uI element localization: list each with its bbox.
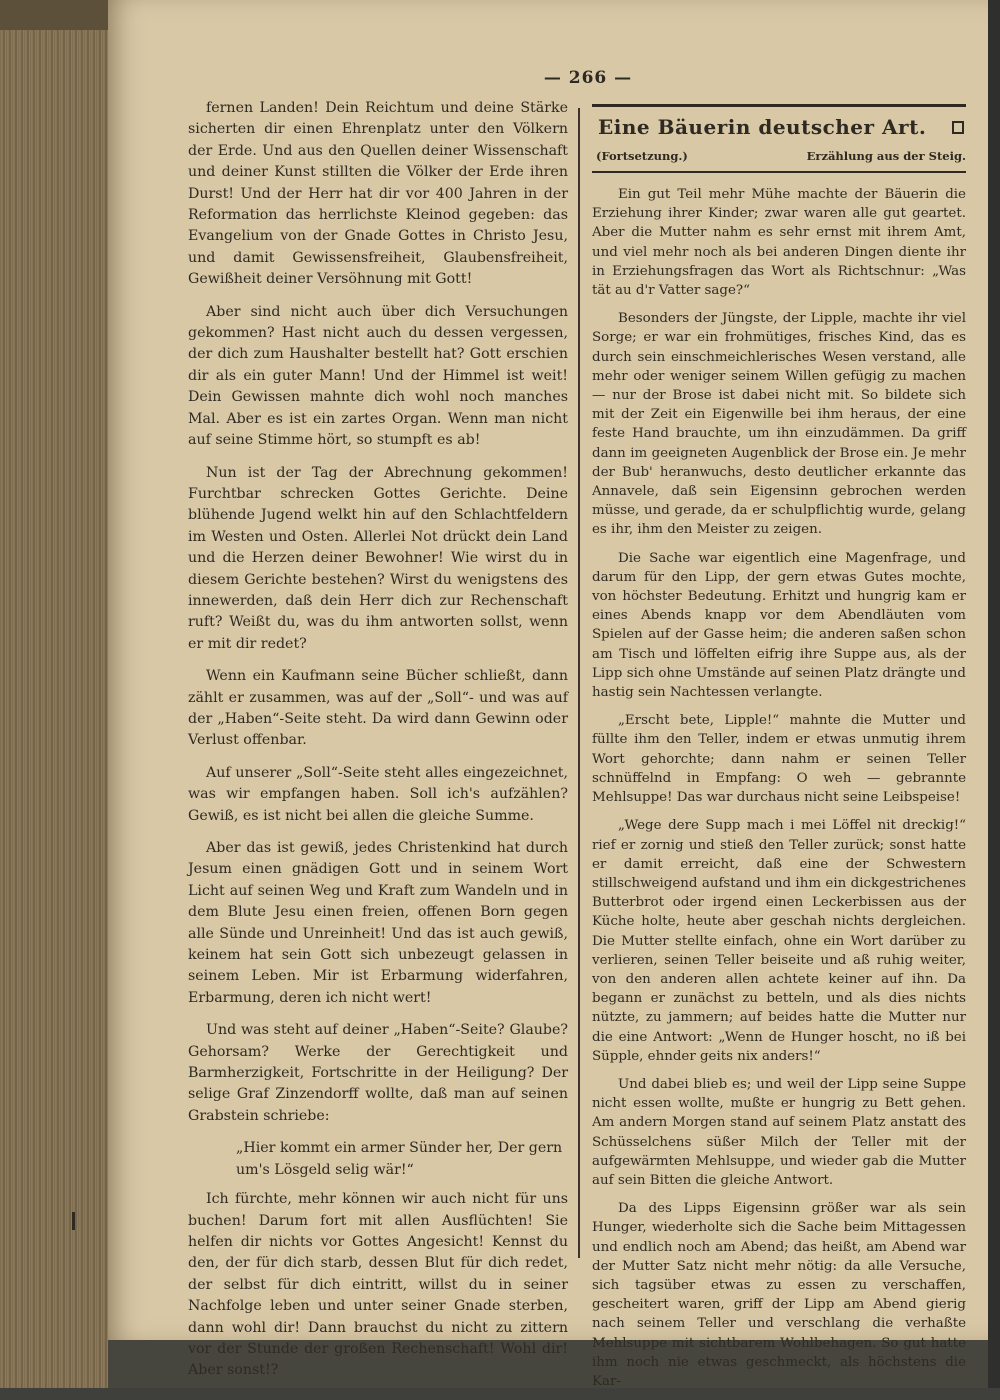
paragraph: Besonders der Jüngste, der Lipple, machte ihr viel Sorge; er war ein frohmütiges, frisches Kind, das es durch sein einschmeichlerisches Wesen verstand, alle mehr oder weniger seinem Willen gefügig zu machen — nur der Brose ist dabei nicht mit. So bildete sich mit der Zeit ein Eigenwille bei ihm heraus, der eine feste Hand brauchte, um ihn einzudämmen. Da griff dann im geeigneten Augenblick der Brose ein. Je mehr der Bub' heranwuchs, desto deutlicher erkannte das Annavele, daß sein Eigensinn gebrochen werden müsse, und gerade, da er schulpflichtig wurde, gelang es ihr, ihm den Meister zu zeigen. (592, 311, 966, 538)
column-divider (578, 108, 580, 1258)
paragraph: „Erscht bete, Lipple!“ mahnte die Mutter und füllte ihm den Teller, indem er etwas unmutig ihrem Wort gehorchte; dann nahm er seinen Teller schnüffelnd in Empfang: O weh — gebrannte Mehlsuppe! Das war durchaus nicht seine Leibspeise! (592, 713, 966, 806)
story-subline (596, 149, 966, 163)
paragraph: Die Sache war eigentlich eine Magenfrage, und darum für den Lipp, der gern etwas Gutes mochte, von höchster Bedeutung. Erhitzt und hungrig kam er eines Abends knapp vor dem Abendläuten vom Spielen auf der Gasse heim; die anderen saßen schon am Tisch und löffelten eifrig ihre Suppe aus, als der Lipp sich ohne Umstände auf seinen Platz drängte und hastig sein Nachtessen verlangte. (592, 550, 966, 701)
continuation-note: (Fortsetzung.) (596, 149, 688, 163)
paragraph: Wenn ein Kaufmann seine Bücher schließt, dann zählt er zusammen, was auf der „Soll“- und was auf der „Haben“-Seite steht. Da wird dann Gewinn oder Verlust offenbar. (188, 668, 568, 749)
left-column (188, 98, 568, 1393)
paragraph: Aber das ist gewiß, jedes Christenkind hat durch Jesum einen gnädigen Gott und in seinem Wort Licht auf seinen Weg und Kraft zum Wandeln und in dem Blute Jesu einen freien, offenen Born gegen alle Sünde und Unreinheit! Und das ist auch gewiß, keinem hat sein Gott sich unbezeugt gelassen in seinem Leben. Mir ist Erbarmung widerfahren, Erbarmung, deren ich nicht wert! (188, 840, 568, 1006)
right-column (592, 104, 966, 1400)
header-rule (592, 104, 966, 107)
paragraph: „Wege dere Supp mach i mei Löffel nit dreckig!“ rief er zornig und stieß den Teller zurück; sonst hatte er damit erreicht, daß eine der Schwestern stillschweigend aufstand und ihm ein dickgestrichenes Butterbrot oder irgend einen Leckerbissen aus der Küche holte, heute aber geschah nichts dergleichen. Die Mutter stellte einfach, ohne ein Wort darüber zu verlieren, seinen Teller beiseite und aß ruhig weiter, von den anderen allen achtete keiner auf ihn. Da begann er zunächst zu betteln, und als dies nichts nützte, zu jammern; auf beides hatte die Mutter nur die eine Antwort: „Wenn de Hunger hoscht, no iß bei Süpple, ehnder geits nix anders!“ (592, 818, 966, 1064)
paragraph: fernen Landen! Dein Reichtum und deine Stärke sicherten dir einen Ehrenplatz unter den Völkern der Erde. Und aus den Quellen deiner Wissenschaft und deiner Kunst stillten die Völker der Erde ihren Durst! Und der Herr hat dir vor 400 Jahren in der Reformation das herrlichste Kleinod gegeben: das Evangelium von der Gnade Gottes in Christo Jesu, und damit Gewissensfreiheit, Glaubensfreiheit, Gewißheit deiner Versöhnung mit Gott! (188, 100, 568, 288)
paragraph: Auf unserer „Soll“-Seite steht alles eingezeichnet, was wir empfangen haben. Soll ich's aufzählen? Gewiß, es ist nicht bei allen die gleiche Summe. (188, 764, 568, 824)
story-byline: Erzählung aus der Steig. (806, 149, 966, 163)
page-number: — 266 — (543, 68, 633, 88)
paragraph: Da des Lipps Eigensinn größer war als sein Hunger, wiederholte sich die Sache beim Mittagessen und endlich noch am Abend; das heißt, am Abend war der Mutter Satz nicht mehr nötig: da alle Versuche, sich tagsüber etwas zu essen zu verschaffen, gescheitert waren, griff der Lipp am Abend gierig nach seinem Teller und verschlang die verhaßte Mehlsuppe mit sichtbarem Wohlbehagen. So gut hatte ihm noch nie etwas geschmeckt, als höchstens die Kar- (592, 1201, 966, 1389)
paragraph: Und was steht auf deiner „Haben“-Seite? Glaube? Gehorsam? Werke der Gerechtigkeit und Barmherzigkeit, Fortschritte in der Heiligung? Der selige Graf Zinzendorff wollte, daß man auf seinen Grabstein schriebe: (188, 1022, 568, 1124)
paragraph: Und dabei blieb es; und weil der Lipp seine Suppe nicht essen wollte, mußte er hungrig zu Bett gehen. Am andern Morgen stand auf seinem Platz anstatt des Schüsselchens süßer Milch der Teller mit der aufgewärmten Mehlsuppe, und wieder gab die Mutter auf sein Bitten die gleiche Antwort. (592, 1076, 966, 1188)
verse-quote: „Hier kommt ein armer Sünder her, Der gern um's Lösgeld selig wär!“ (236, 1140, 563, 1178)
story-title-row (598, 115, 966, 139)
paragraph: Aber sind nicht auch über dich Versuchungen gekommen? Hast nicht auch du dessen vergessen, der dich zum Haushalter bestellt hat? Gott erschien dir als ein guter Mann! Und der Himmel ist weit! Dein Gewissen mahnte dich wohl noch manches Mal. Aber es ist ein zartes Organ. Wenn man nicht auf seine Stimme hört, so stumpft es ab! (188, 303, 568, 449)
story-title: Eine Bäuerin deutscher Art. (598, 115, 927, 139)
story-text (592, 185, 966, 1391)
margin-mark (72, 1212, 75, 1230)
paragraph: Nun ist der Tag der Abrechnung gekommen! Furchtbar schrecken Gottes Gerichte. Deine blühende Jugend welkt hin auf den Schlachtfeldern im Westen und Osten. Allerlei Not drückt dein Land und die Herzen deiner Bewohner! Wie wirst du in diesem Gerichte bestehen? Wirst du wenigstens des innewerden, daß dein Herr dich zur Rechenschaft ruft? Weißt du, was du ihm antworten sollst, wenn er mit dir redet? (188, 464, 568, 652)
book-edge-shadow (0, 0, 112, 30)
paragraph: Ich fürchte, mehr können wir auch nicht für uns buchen! Darum fort mit allen Ausflüchten! Sie helfen dir nichts vor Gottes Angesicht! Kennst du den, der für dich starb, dessen Blut für dich redet, der selbst für dich eintritt, willst du in seiner Nachfolge leben und unter seiner Gnade sterben, dann wohl dir! Dann brauchst du nicht zu zittern vor der Stunde der großen Rechenschaft! Wohl dir! Aber sonst!? (188, 1191, 568, 1379)
paragraph: Ein gut Teil mehr Mühe machte der Bäuerin die Erziehung ihrer Kinder; zwar waren alle gut geartet. Aber die Mutter nahm es sehr ernst mit ihrem Amt, und viel mehr noch als bei anderen Dingen diente ihr in Erziehungsfragen das Wort als Richtschnur: „Was tät au d'r Vatter sage?“ (592, 187, 966, 299)
book-page-edges (0, 0, 114, 1388)
subheader-rule (592, 171, 966, 173)
square-ornament-icon (952, 121, 964, 134)
background-right (988, 0, 1000, 1388)
